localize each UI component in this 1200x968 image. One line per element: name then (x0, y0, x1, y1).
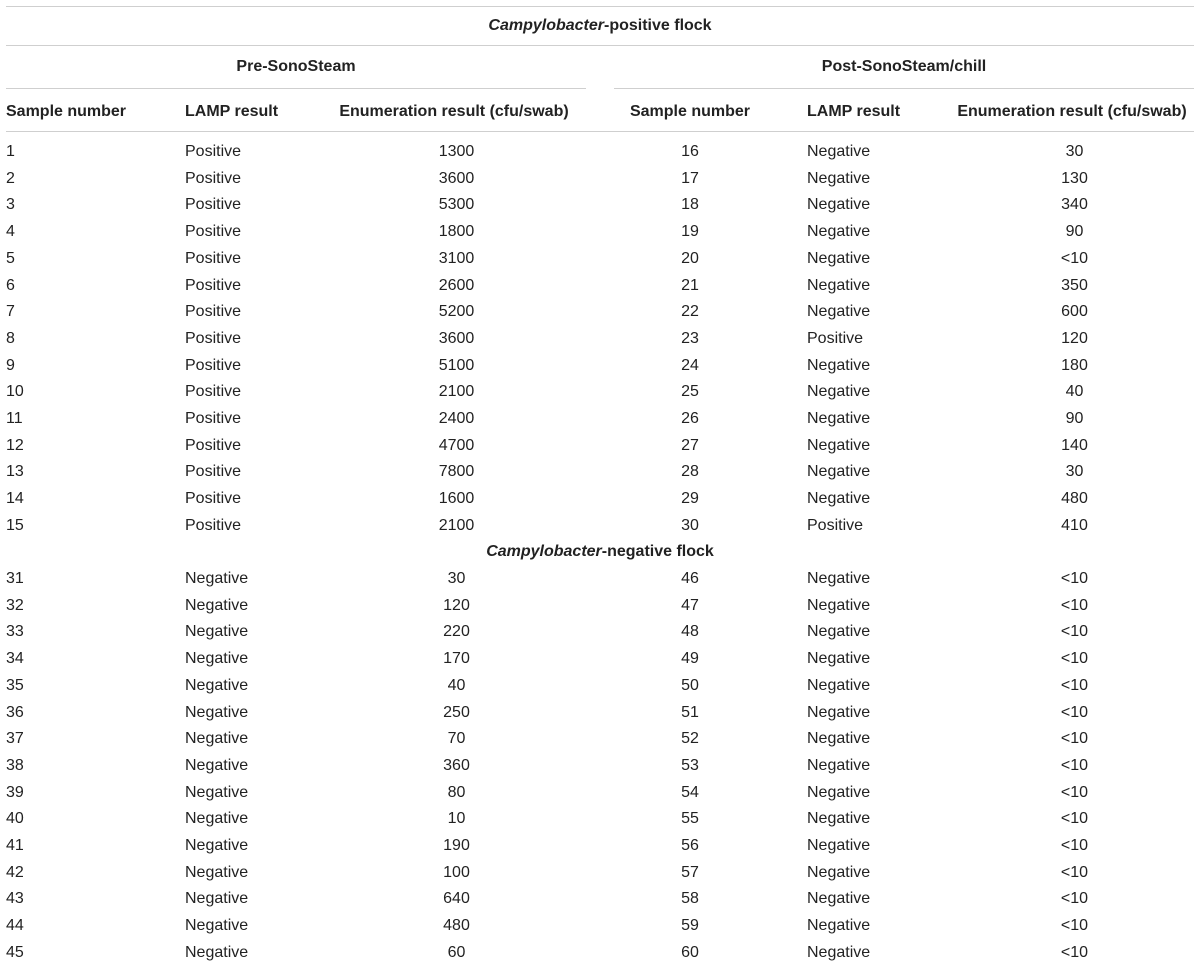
table-row (0, 913, 1200, 940)
pre-sample-number-cell: 9 (6, 356, 15, 374)
table-row (0, 299, 1200, 326)
pre-enumeration-cell: 190 (443, 837, 470, 854)
pre-lamp-result-cell: Negative (185, 837, 249, 854)
post-lamp-result-cell: Negative (807, 596, 871, 614)
table-row (0, 753, 1200, 780)
post-sample-number-cell: 25 (681, 383, 699, 401)
table-row (0, 780, 1200, 807)
pre-enumeration-cell: 5100 (438, 356, 475, 374)
pre-enumeration-cell: 60 (447, 943, 466, 961)
post-enumeration-cell: <10 (1060, 249, 1089, 267)
post-sample-number-cell: 26 (681, 410, 699, 427)
group-header-pre: Pre-SonoSteam (236, 58, 356, 75)
post-sample-number-cell: 57 (681, 863, 699, 881)
post-sample-number-cell: 60 (681, 943, 699, 961)
post-lamp-result-cell: Positive (807, 329, 864, 347)
post-sample-number-cell: 52 (681, 730, 699, 748)
post-sample-number-cell: 53 (681, 756, 699, 774)
pre-lamp-result-cell: Positive (185, 223, 242, 241)
table-row (0, 619, 1200, 646)
pre-enumeration-cell: 170 (443, 650, 470, 668)
post-sample-number-cell: 28 (681, 463, 699, 481)
post-lamp-result-cell: Negative (807, 143, 871, 160)
post-lamp-result-cell: Negative (807, 356, 871, 374)
post-enumeration-cell: 40 (1065, 383, 1084, 401)
col-header-enumeration-post: Enumeration result (cfu/swab) (957, 103, 1187, 120)
pre-enumeration-cell: 2400 (438, 410, 475, 427)
pre-sample-number-cell: 1 (6, 143, 15, 160)
pre-enumeration-cell: 2100 (438, 516, 475, 534)
post-sample-number-cell: 22 (681, 303, 699, 321)
post-lamp-result-cell: Negative (807, 756, 871, 774)
pre-sample-number-cell: 5 (6, 249, 15, 267)
table-row (0, 406, 1200, 433)
pre-lamp-result-cell: Negative (185, 596, 249, 614)
col-header-sample-number-pre: Sample number (6, 103, 127, 120)
post-lamp-result-cell: Negative (807, 570, 871, 587)
post-sample-number-cell: 19 (681, 223, 699, 241)
post-lamp-result-cell: Negative (807, 890, 871, 908)
pre-sample-number-cell: 15 (6, 516, 24, 534)
post-sample-number-cell: 47 (681, 596, 699, 614)
pre-enumeration-cell: 3600 (438, 329, 475, 347)
pre-sample-number-cell: 12 (6, 436, 24, 454)
post-enumeration-cell: 120 (1061, 329, 1088, 347)
post-enumeration-cell: <10 (1060, 917, 1089, 935)
post-lamp-result-cell: Negative (807, 837, 871, 854)
post-lamp-result-cell: Negative (807, 863, 871, 881)
post-enumeration-cell: 90 (1065, 223, 1084, 241)
post-enumeration-cell: <10 (1060, 650, 1089, 668)
table-row (0, 513, 1200, 540)
post-enumeration-cell: 480 (1061, 490, 1088, 508)
group-header-post: Post-SonoSteam/chill (821, 58, 987, 75)
post-sample-number-cell: 54 (681, 783, 699, 801)
post-enumeration-cell: <10 (1060, 676, 1089, 694)
pre-enumeration-cell: 40 (447, 676, 466, 694)
post-enumeration-cell: <10 (1060, 890, 1089, 908)
post-sample-number-cell: 51 (681, 703, 699, 721)
pre-lamp-result-cell: Positive (185, 196, 242, 214)
post-enumeration-cell: 340 (1061, 196, 1088, 214)
pre-sample-number-cell: 13 (6, 463, 24, 481)
post-enumeration-cell: <10 (1060, 863, 1089, 881)
pre-sample-number-cell: 11 (6, 410, 23, 427)
post-enumeration-cell: 90 (1065, 410, 1084, 427)
pre-enumeration-cell: 360 (443, 756, 470, 774)
table-row (0, 139, 1200, 166)
pre-enumeration-cell: 480 (443, 917, 470, 935)
post-lamp-result-cell: Negative (807, 676, 871, 694)
positive-flock-title: Campylobacter-positive flock (488, 17, 712, 34)
post-sample-number-cell: 30 (681, 516, 699, 534)
post-enumeration-cell: <10 (1060, 810, 1089, 828)
post-enumeration-cell: 140 (1061, 436, 1088, 454)
pre-enumeration-cell: 1600 (438, 490, 475, 508)
pre-sample-number-cell: 7 (6, 303, 15, 321)
table-row (0, 940, 1200, 967)
post-enumeration-cell: 30 (1065, 463, 1084, 481)
post-enumeration-cell: <10 (1060, 943, 1089, 961)
pre-enumeration-cell: 80 (447, 783, 466, 801)
pre-sample-number-cell: 31 (6, 570, 24, 587)
post-enumeration-cell: 410 (1061, 516, 1088, 534)
table-row (0, 486, 1200, 513)
pre-enumeration-cell: 100 (443, 863, 470, 881)
pre-lamp-result-cell: Positive (185, 516, 242, 534)
table-row (0, 806, 1200, 833)
post-lamp-result-cell: Positive (807, 516, 864, 534)
pre-lamp-result-cell: Positive (185, 463, 242, 481)
table-row (0, 192, 1200, 219)
post-enumeration-cell: 350 (1061, 276, 1088, 294)
pre-enumeration-cell: 640 (443, 890, 470, 908)
post-sample-number-cell: 21 (681, 276, 699, 294)
post-sample-number-cell: 27 (681, 436, 699, 454)
pre-sample-number-cell: 3 (6, 196, 15, 214)
pre-enumeration-cell: 1300 (438, 143, 475, 160)
pre-lamp-result-cell: Positive (185, 329, 242, 347)
post-enumeration-cell: <10 (1060, 703, 1089, 721)
post-enumeration-cell: <10 (1060, 837, 1089, 854)
post-sample-number-cell: 55 (681, 810, 699, 828)
post-enumeration-cell: <10 (1060, 570, 1089, 587)
pre-lamp-result-cell: Negative (185, 783, 249, 801)
pre-enumeration-cell: 30 (447, 570, 466, 587)
pre-sample-number-cell: 32 (6, 596, 24, 614)
pre-enumeration-cell: 250 (443, 703, 470, 721)
table-row (0, 459, 1200, 486)
post-sample-number-cell: 59 (681, 917, 699, 935)
post-enumeration-cell: 130 (1061, 169, 1088, 187)
pre-sample-number-cell: 38 (6, 756, 24, 774)
pre-sample-number-cell: 39 (6, 783, 24, 801)
pre-sample-number-cell: 6 (6, 276, 15, 294)
pre-lamp-result-cell: Positive (185, 249, 242, 267)
pre-enumeration-cell: 3600 (438, 169, 475, 187)
pre-sample-number-cell: 43 (6, 890, 24, 908)
post-enumeration-cell: 30 (1065, 143, 1084, 160)
post-enumeration-cell: <10 (1060, 756, 1089, 774)
post-lamp-result-cell: Negative (807, 490, 871, 508)
table-top-rule (6, 6, 1194, 7)
pre-lamp-result-cell: Negative (185, 676, 249, 694)
pre-sample-number-cell: 36 (6, 703, 24, 721)
post-lamp-result-cell: Negative (807, 169, 871, 187)
pre-enumeration-cell: 5300 (438, 196, 475, 214)
post-sample-number-cell: 58 (681, 890, 699, 908)
pre-lamp-result-cell: Positive (185, 410, 242, 427)
pre-sample-number-cell: 45 (6, 943, 24, 961)
pre-lamp-result-cell: Negative (185, 863, 249, 881)
pre-sample-number-cell: 44 (6, 917, 24, 935)
pre-sample-number-cell: 40 (6, 810, 24, 828)
post-sample-number-cell: 24 (681, 356, 699, 374)
table-row (0, 246, 1200, 273)
pre-sample-number-cell: 8 (6, 329, 15, 347)
table-row (0, 379, 1200, 406)
pre-enumeration-cell: 120 (443, 596, 470, 614)
pre-enumeration-cell: 2100 (438, 383, 475, 401)
pre-sample-number-cell: 4 (6, 223, 15, 241)
post-sample-number-cell: 16 (681, 143, 699, 160)
pre-lamp-result-cell: Positive (185, 383, 242, 401)
post-sample-number-cell: 17 (681, 169, 699, 187)
table-row (0, 673, 1200, 700)
pre-lamp-result-cell: Negative (185, 570, 249, 587)
post-lamp-result-cell: Negative (807, 650, 871, 668)
post-sample-number-cell: 46 (681, 570, 699, 587)
post-lamp-result-cell: Negative (807, 917, 871, 935)
pre-sample-number-cell: 33 (6, 623, 24, 641)
pre-sample-number-cell: 2 (6, 169, 15, 187)
post-lamp-result-cell: Negative (807, 436, 871, 454)
post-lamp-result-cell: Negative (807, 276, 871, 294)
table-row (0, 860, 1200, 887)
header-rule (6, 131, 1194, 132)
post-lamp-result-cell: Negative (807, 303, 871, 321)
pre-lamp-result-cell: Positive (185, 276, 242, 294)
pre-sample-number-cell: 41 (6, 837, 24, 854)
post-enumeration-cell: <10 (1060, 783, 1089, 801)
post-enumeration-cell: <10 (1060, 596, 1089, 614)
group-rule-pre (6, 88, 586, 89)
post-lamp-result-cell: Negative (807, 703, 871, 721)
pre-sample-number-cell: 37 (6, 730, 24, 748)
pre-lamp-result-cell: Positive (185, 490, 242, 508)
pre-lamp-result-cell: Positive (185, 169, 242, 187)
pre-lamp-result-cell: Positive (185, 356, 242, 374)
pre-enumeration-cell: 70 (447, 730, 466, 748)
table-row (0, 273, 1200, 300)
post-sample-number-cell: 29 (681, 490, 699, 508)
post-lamp-result-cell: Negative (807, 730, 871, 748)
pre-lamp-result-cell: Positive (185, 436, 242, 454)
post-enumeration-cell: 180 (1061, 356, 1088, 374)
pre-enumeration-cell: 7800 (438, 463, 475, 481)
table-row (0, 566, 1200, 593)
post-enumeration-cell: 600 (1061, 303, 1088, 321)
group-rule-post (614, 88, 1194, 89)
table-row (0, 886, 1200, 913)
pre-lamp-result-cell: Negative (185, 890, 249, 908)
table-row (0, 219, 1200, 246)
post-sample-number-cell: 50 (681, 676, 699, 694)
pre-enumeration-cell: 5200 (438, 303, 475, 321)
pre-enumeration-cell: 4700 (438, 436, 475, 454)
table-row (0, 833, 1200, 860)
pre-lamp-result-cell: Negative (185, 917, 249, 935)
table-row (0, 593, 1200, 620)
table-row (0, 700, 1200, 727)
post-sample-number-cell: 56 (681, 837, 699, 854)
post-lamp-result-cell: Negative (807, 810, 871, 828)
post-lamp-result-cell: Negative (807, 463, 871, 481)
title-rule (6, 45, 1194, 46)
post-lamp-result-cell: Negative (807, 943, 871, 961)
table-row (0, 433, 1200, 460)
col-header-lamp-post: LAMP result (807, 103, 901, 120)
post-sample-number-cell: 48 (681, 623, 699, 641)
pre-sample-number-cell: 35 (6, 676, 24, 694)
col-header-sample-number-post: Sample number (629, 103, 751, 120)
pre-lamp-result-cell: Negative (185, 756, 249, 774)
pre-enumeration-cell: 10 (447, 810, 466, 828)
post-sample-number-cell: 49 (681, 650, 699, 668)
pre-enumeration-cell: 2600 (438, 276, 475, 294)
post-lamp-result-cell: Negative (807, 410, 871, 427)
post-sample-number-cell: 23 (681, 329, 699, 347)
pre-lamp-result-cell: Negative (185, 650, 249, 668)
pre-sample-number-cell: 14 (6, 490, 24, 508)
table-row (0, 726, 1200, 753)
post-lamp-result-cell: Negative (807, 783, 871, 801)
pre-lamp-result-cell: Negative (185, 730, 249, 748)
pre-sample-number-cell: 10 (6, 383, 24, 401)
table-row (0, 646, 1200, 673)
table-row (0, 326, 1200, 353)
pre-sample-number-cell: 42 (6, 863, 24, 881)
pre-enumeration-cell: 1800 (438, 223, 475, 241)
pre-lamp-result-cell: Positive (185, 143, 242, 160)
pre-enumeration-cell: 3100 (438, 249, 475, 267)
post-lamp-result-cell: Negative (807, 223, 871, 241)
table-row (0, 353, 1200, 380)
negative-flock-title: Campylobacter-negative flock (486, 543, 714, 560)
post-lamp-result-cell: Negative (807, 623, 871, 641)
table-row (0, 166, 1200, 193)
col-header-enumeration-pre: Enumeration result (cfu/swab) (339, 103, 569, 120)
post-enumeration-cell: <10 (1060, 730, 1089, 748)
post-sample-number-cell: 20 (681, 249, 699, 267)
pre-sample-number-cell: 34 (6, 650, 24, 668)
col-header-lamp-pre: LAMP result (185, 103, 279, 120)
pre-lamp-result-cell: Negative (185, 623, 249, 641)
pre-lamp-result-cell: Negative (185, 810, 249, 828)
post-enumeration-cell: <10 (1060, 623, 1089, 641)
post-lamp-result-cell: Negative (807, 383, 871, 401)
pre-lamp-result-cell: Negative (185, 703, 249, 721)
post-sample-number-cell: 18 (681, 196, 699, 214)
pre-lamp-result-cell: Negative (185, 943, 249, 961)
post-lamp-result-cell: Negative (807, 249, 871, 267)
post-lamp-result-cell: Negative (807, 196, 871, 214)
pre-lamp-result-cell: Positive (185, 303, 242, 321)
pre-enumeration-cell: 220 (443, 623, 470, 641)
